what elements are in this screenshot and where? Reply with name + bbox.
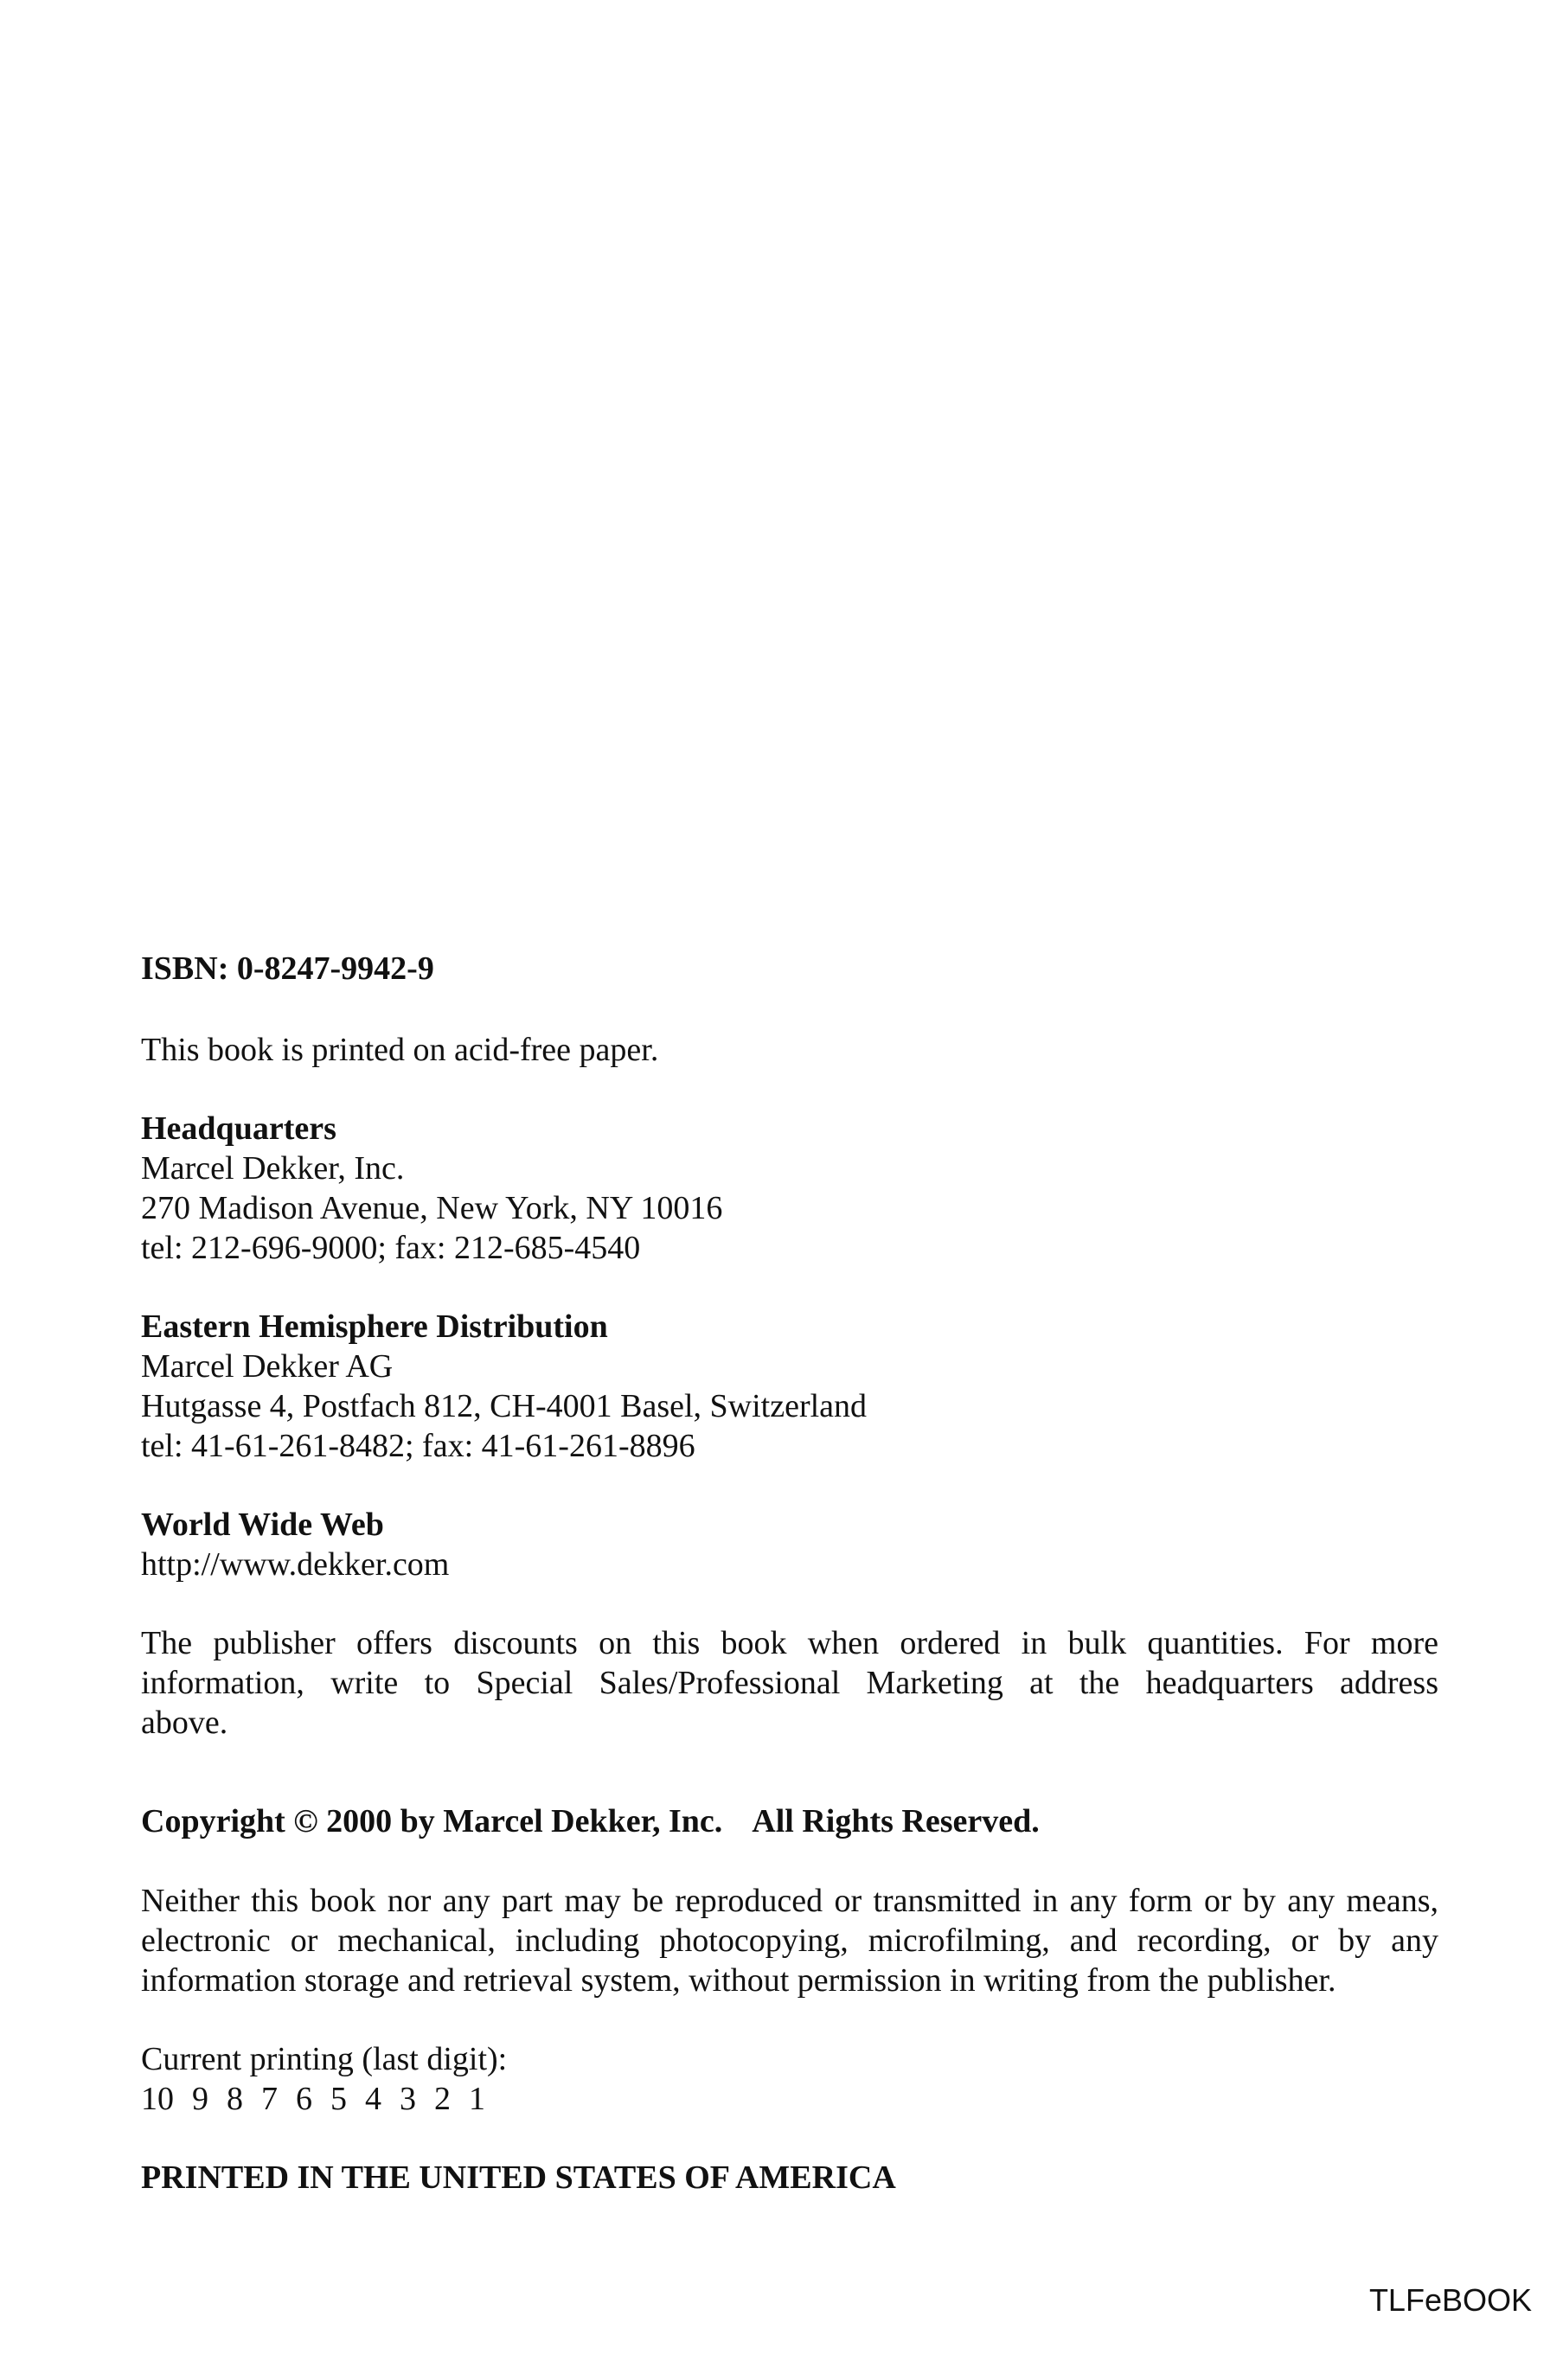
printing-digit: 6 xyxy=(296,2081,312,2117)
printing-digit: 3 xyxy=(400,2081,416,2117)
printing-digit: 2 xyxy=(434,2081,451,2117)
copyright-page xyxy=(141,0,1447,2380)
printing-label: Current printing (last digit): xyxy=(141,2041,508,2077)
headquarters-heading: Headquarters xyxy=(141,1110,336,1147)
headquarters-contact: tel: 212-696-9000; fax: 212-685-4540 xyxy=(141,1230,641,1266)
printing-digit: 9 xyxy=(192,2081,208,2117)
printing-digit: 5 xyxy=(330,2081,347,2117)
rights-reserved: All Rights Reserved. xyxy=(752,1803,1040,1839)
copyright-text: Copyright © 2000 by Marcel Dekker, Inc. xyxy=(141,1803,723,1839)
discount-line: above. xyxy=(141,1705,228,1741)
discount-line: The publisher offers discounts on this book when ordered in bulk quantities. For more xyxy=(141,1625,1438,1661)
printing-digit: 7 xyxy=(261,2081,278,2117)
paper-note: This book is printed on acid-free paper. xyxy=(141,1032,659,1068)
headquarters-address: 270 Madison Avenue, New York, NY 10016 xyxy=(141,1190,723,1226)
watermark: TLFeBOOK xyxy=(1368,2282,1532,2318)
discount-line: information, write to Special Sales/Professional Marketing at the headquarters address xyxy=(141,1665,1438,1701)
eastern-address: Hutgasse 4, Postfach 812, CH-4001 Basel, Switzerland xyxy=(141,1388,868,1424)
printing-digit: 1 xyxy=(469,2081,485,2117)
headquarters-name: Marcel Dekker, Inc. xyxy=(141,1150,405,1187)
web-heading: World Wide Web xyxy=(141,1507,384,1543)
printing-digits xyxy=(141,2079,503,2119)
printing-digit: 10 xyxy=(141,2081,174,2117)
copyright-statement xyxy=(141,1801,1040,1841)
eastern-contact: tel: 41-61-261-8482; fax: 41-61-261-8896 xyxy=(141,1428,695,1464)
printing-digit: 4 xyxy=(365,2081,381,2117)
rights-line: electronic or mechanical, including photocopying, microfilming, and recording, or by any xyxy=(141,1923,1438,1959)
rights-line: information storage and retrieval system, without permission in writing from the publisher. xyxy=(141,1962,1336,1999)
isbn: ISBN: 0-8247-9942-9 xyxy=(141,950,434,987)
printed-in: PRINTED IN THE UNITED STATES OF AMERICA xyxy=(141,2159,896,2196)
eastern-name: Marcel Dekker AG xyxy=(141,1348,394,1385)
rights-line: Neither this book nor any part may be reproduced or transmitted in any form or by any means, xyxy=(141,1883,1438,1919)
printing-digit: 8 xyxy=(227,2081,243,2117)
eastern-heading: Eastern Hemisphere Distribution xyxy=(141,1308,608,1345)
web-url[interactable]: http://www.dekker.com xyxy=(141,1546,450,1583)
